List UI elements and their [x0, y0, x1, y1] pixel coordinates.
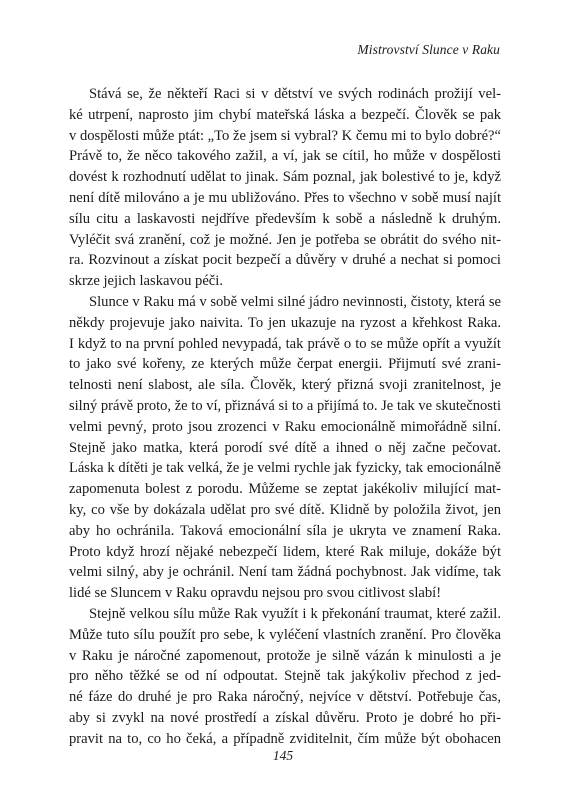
text-line: zapomenuta bolest z porodu. Můžeme se zeptat jakékoliv milující mat-	[69, 481, 501, 498]
text-line: Slunce v Raku má v sobě velmi silné jádro nevinnosti, čistoty, která se	[89, 293, 501, 310]
text-line: ra. Rozvinout a získat pocit bezpečí a důvěry v druhé a nechat si pomoci	[69, 252, 501, 269]
text-line: Může tuto sílu použít pro sebe, k vyléčení vlastních zranění. Pro člověka	[69, 626, 501, 643]
text-line: aby si zvykl na nové prostředí a získal důvěru. Proto je dobré ho při-	[69, 709, 501, 726]
text-line: Proto když hrozí nějaké nebezpečí lidem, které Rak miluje, dokáže být	[69, 543, 501, 560]
text-line: skrze jejich laskavou péči.	[69, 273, 223, 290]
text-line: silný právě proto, že to ví, přiznává si to a přijímá to. Je tak ve skutečnosti	[69, 397, 501, 414]
text-line: telnosti není slabost, ale síla. Člověk, který přizná svoji zranitelnost, je	[69, 377, 501, 394]
page-number: 145	[272, 748, 294, 763]
text-line: Stejně jako matka, která porodí své dítě a ihned o něj začne pečovat.	[69, 439, 501, 456]
paragraph-3	[69, 604, 501, 750]
text-line: ké utrpení, naprosto jim chybí mateřská láska a bezpečí. Člověk se pak	[69, 106, 501, 123]
text-line: někdy projevuje jako naivita. To jen ukazuje na ryzost a křehkost Raka.	[69, 314, 501, 331]
paragraph-2	[69, 292, 501, 604]
text-line: velmi pevný, proto jsou zrozenci v Raku emocionálně mimořádně silní.	[69, 418, 501, 435]
text-line: dovést k rozhodnutí udělat to jinak. Sám poznal, jak bolestivé to je, když	[69, 169, 501, 186]
text-line: né fáze do druhé je pro Raka náročný, nejvíce v dětství. Potřebuje čas,	[69, 689, 501, 706]
body-text	[69, 84, 501, 750]
text-line: Vyléčit svá zranění, což je možné. Jen je potřeba se obrátit do svého nit-	[69, 231, 501, 248]
text-line: není dítě milováno a je mu ubližováno. Přes to všechno v sobě musí najít	[69, 189, 501, 206]
paragraph-1	[69, 84, 501, 292]
text-line: aby ho ochránila. Taková emocionální síla je ukryta ve znamení Raka.	[69, 522, 501, 539]
text-line: Láska k dítěti je tak velká, že je velmi rychle jak fyzicky, tak emocionálně	[69, 460, 501, 477]
text-line: ky, co vše by dokázala udělat pro své dítě. Klidně by položila život, jen	[69, 501, 501, 518]
text-line: Právě to, že něco takového zažil, a ví, jak se cítil, ho může v dospělosti	[69, 148, 501, 165]
text-line: v Raku je náročné zapomenout, protože je silně vázán k minulosti a je	[69, 647, 501, 664]
text-line: Stejně velkou sílu může Rak využít i k překonání traumat, které zažil.	[89, 605, 501, 622]
text-line: to jako své kořeny, ze kterých může čerpat energii. Přijmutí své zrani-	[69, 356, 501, 373]
text-line: velmi silný, aby je ochránil. Není tam žádná pochybnost. Jak vidíme, tak	[69, 564, 501, 581]
running-header: Mistrovství Slunce v Raku	[357, 42, 500, 57]
text-line: v dospělosti může ptát: „To že jsem si vybral? K čemu mi to bylo dobré?“	[69, 127, 501, 144]
text-line: lidé se Sluncem v Raku opravdu nejsou pro svou citlivost slabí!	[69, 585, 442, 602]
text-line: sílu citu a laskavosti nejdříve především k sobě a následně k druhým.	[69, 210, 501, 227]
text-line: pro něho těžké se od ní odpoutat. Stejně tak jakýkoliv přechod z jed-	[69, 668, 501, 685]
text-line: Stává se, že někteří Raci si v dětství ve svých rodinách prožijí vel-	[89, 86, 501, 102]
text-line: pravit na to, co ho čeká, a případně zviditelnit, čím může být obohacen	[69, 730, 501, 747]
text-line: I když to na první pohled nevypadá, tak právě o to se může opřít a využít	[69, 335, 501, 352]
